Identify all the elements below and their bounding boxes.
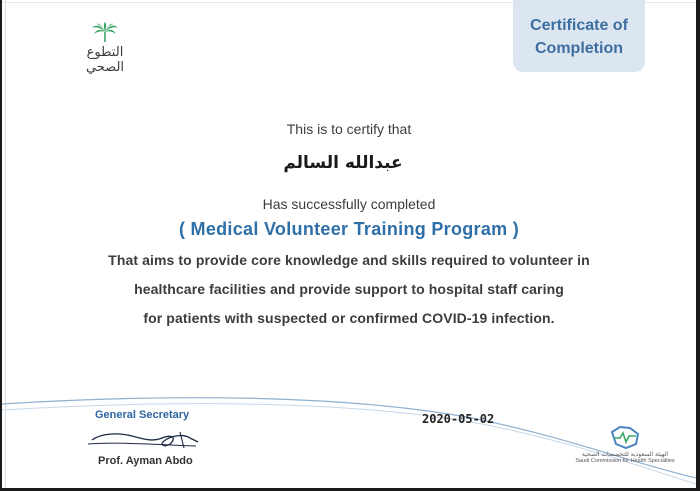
certificate-page [2, 0, 696, 488]
issue-date: 2020-05-02 [422, 412, 495, 426]
certificate-of-completion-badge [513, 0, 645, 72]
completed-text: Has successfully completed [262, 196, 436, 212]
scfhs-logo [558, 424, 692, 464]
scfhs-map-icon [608, 424, 642, 450]
description-line-3: for patients with suspected or confirmed COVID-19 infection. [143, 310, 555, 326]
program-title: ( Medical Volunteer Training Program ) [178, 219, 520, 239]
signatory-name: Prof. Ayman Abdo [98, 455, 193, 467]
badge-line-2: Completion [535, 40, 623, 57]
recipient-name: عبدالله السالم [283, 153, 403, 173]
palm-icon [90, 22, 120, 44]
health-volunteering-logo [66, 22, 144, 75]
badge-line-1: Certificate of [530, 17, 628, 34]
signatory-title: General Secretary [95, 409, 190, 421]
description-line-2: healthcare facilities and provide support to hospital staff caring [134, 281, 564, 297]
certify-text: This is to certify that [286, 121, 412, 137]
signature-image [86, 424, 202, 452]
description-line-1: That aims to provide core knowledge and skills required to volunteer in [108, 252, 590, 268]
issuer-name-en: Saudi Commission for Health Specialties [575, 458, 675, 464]
issuer-name-ar: الهيئة السعودية للتخصصات الصحية [581, 451, 669, 458]
logo-text: التطوع الصحي [85, 45, 125, 75]
